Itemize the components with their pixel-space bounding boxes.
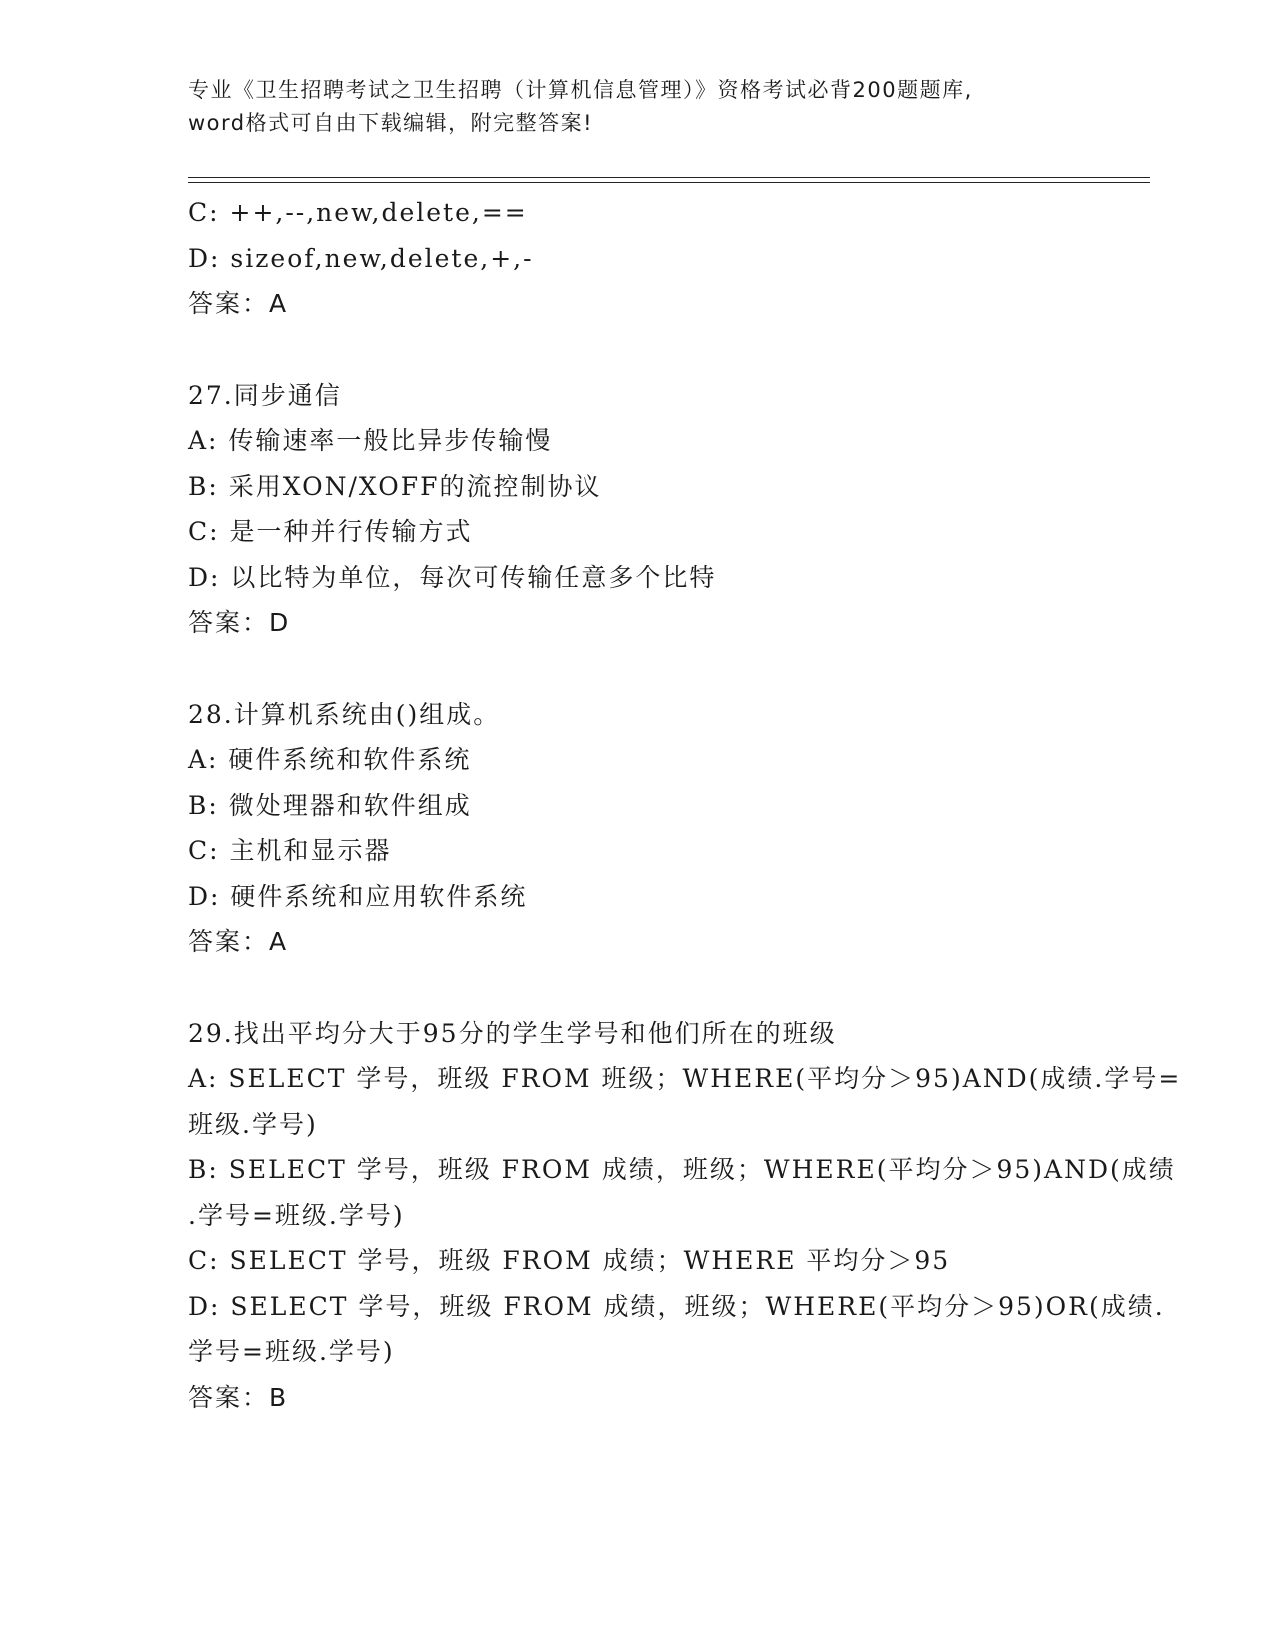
option-d: D: SELECT 学号，班级 FROM 成绩，班级；WHERE(平均分＞95)OR(成绩. [188,1291,1165,1321]
option-b: B: SELECT 学号，班级 FROM 成绩，班级；WHERE(平均分＞95)AND(成绩 [188,1155,1176,1184]
header-divider-bottom [188,182,1150,183]
answer-label: 答案：A [188,289,289,318]
answer-label: 答案：D [188,608,291,637]
spacer [188,965,1088,1011]
question-title: 29.找出平均分大于95分的学生学号和他们所在的班级 [188,1018,837,1048]
question-26 [188,190,1088,327]
question-list [188,190,1182,1420]
option-c: C: SELECT 学号，班级 FROM 成绩；WHERE 平均分＞95 [188,1246,951,1275]
option-d: D: 硬件系统和应用软件系统 [188,881,528,911]
option-a: A: 硬件系统和软件系统 [188,745,472,774]
spacer [188,327,1088,373]
question-title: 27.同步通信 [188,380,342,410]
option-b: B: 微处理器和软件组成 [188,790,472,820]
spacer [188,646,1088,692]
option-d: D: sizeof,new,delete,+,- [188,243,534,273]
option-b: B: 采用XON/XOFF的流控制协议 [188,471,602,501]
question-28 [188,692,1088,965]
document-header [188,74,1088,140]
header-divider-top [188,177,1150,178]
option-a: A: 传输速率一般比异步传输慢 [188,426,553,455]
answer-label: 答案：A [188,927,289,956]
option-c: C: 是一种并行传输方式 [188,517,473,546]
answer-label: 答案：B [188,1382,289,1412]
header-title-line-2: word格式可自由下载编辑，附完整答案! [188,111,594,135]
option-c: C: 主机和显示器 [188,836,392,865]
option-d: D: 以比特为单位，每次可传输任意多个比特 [188,562,717,592]
option-d-continued: 学号=班级.学号) [188,1337,395,1366]
option-c: C: ++,--,new,delete,== [188,198,528,227]
question-title: 28.计算机系统由()组成。 [188,699,501,729]
header-title-line-1: 专业《卫生招聘考试之卫生招聘（计算机信息管理）》资格考试必背200题题库, [188,78,973,102]
option-b-continued: .学号=班级.学号) [188,1200,405,1230]
option-a: A: SELECT 学号，班级 FROM 班级；WHERE(平均分＞95)AND(成绩.学号= [188,1064,1182,1093]
question-27 [188,373,1088,646]
option-a-continued: 班级.学号) [188,1109,318,1139]
question-29 [188,1011,1182,1421]
